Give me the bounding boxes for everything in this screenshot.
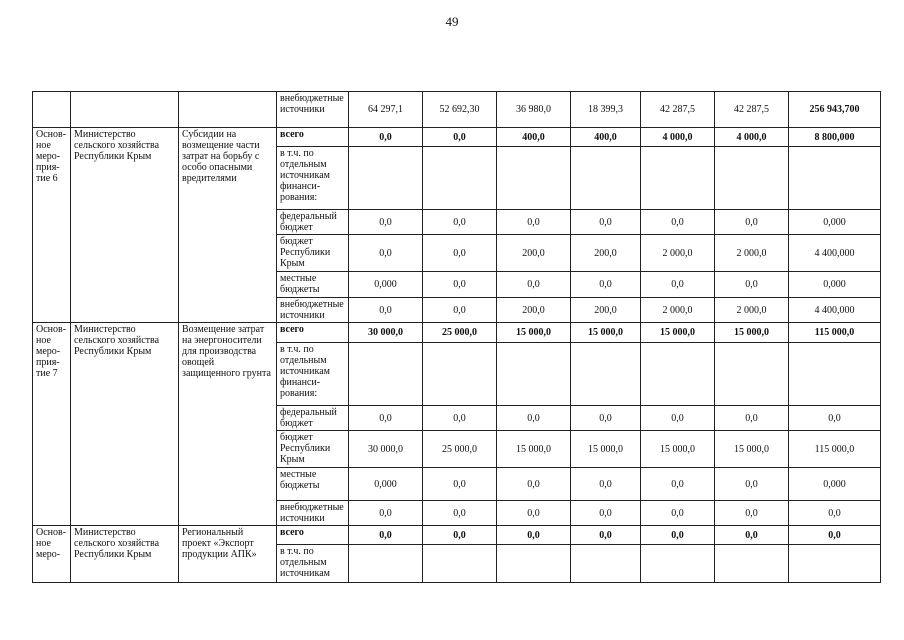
value-cell: 18 399,3 <box>571 92 641 128</box>
value-cell: 0,0 <box>423 210 497 235</box>
value-cell <box>641 343 715 406</box>
total-cell: 8 800,000 <box>789 128 881 147</box>
value-cell: 0,0 <box>349 406 423 431</box>
value-cell: 4 000,0 <box>641 128 715 147</box>
funding-source-cell: внебюджетные источники <box>277 92 349 128</box>
value-cell: 0,0 <box>497 210 571 235</box>
total-cell: 0,000 <box>789 210 881 235</box>
value-cell: 0,0 <box>641 272 715 298</box>
measure-cell: Основ-ное меро- <box>33 526 71 583</box>
total-cell: 0,0 <box>789 501 881 526</box>
value-cell: 400,0 <box>571 128 641 147</box>
measure-cell: Основ-ное меро-прия-тие 6 <box>33 128 71 323</box>
value-cell: 0,0 <box>423 501 497 526</box>
value-cell: 0,0 <box>641 210 715 235</box>
value-cell: 200,0 <box>571 235 641 272</box>
value-cell: 15 000,0 <box>571 323 641 343</box>
value-cell: 200,0 <box>497 235 571 272</box>
funding-source-cell: внебюджетные источники <box>277 298 349 323</box>
value-cell: 0,0 <box>641 406 715 431</box>
value-cell <box>571 545 641 583</box>
value-cell: 0,0 <box>497 406 571 431</box>
value-cell: 15 000,0 <box>571 431 641 468</box>
value-cell: 15 000,0 <box>641 431 715 468</box>
value-cell: 0,0 <box>571 210 641 235</box>
value-cell: 25 000,0 <box>423 323 497 343</box>
value-cell: 0,0 <box>715 501 789 526</box>
value-cell: 0,0 <box>571 526 641 545</box>
value-cell: 15 000,0 <box>641 323 715 343</box>
funding-source-cell: федеральный бюджет <box>277 210 349 235</box>
funding-source-cell: всего <box>277 128 349 147</box>
total-cell: 0,0 <box>789 526 881 545</box>
funding-source-cell: в т.ч. по отдельным источникам финанси-рования: <box>277 147 349 210</box>
value-cell: 0,0 <box>349 235 423 272</box>
funding-source-cell: местные бюджеты <box>277 272 349 298</box>
value-cell: 2 000,0 <box>715 298 789 323</box>
total-cell: 115 000,0 <box>789 431 881 468</box>
value-cell: 0,0 <box>497 526 571 545</box>
value-cell: 0,000 <box>349 468 423 501</box>
value-cell: 42 287,5 <box>641 92 715 128</box>
value-cell: 0,0 <box>497 272 571 298</box>
total-cell: 4 400,000 <box>789 235 881 272</box>
value-cell <box>423 545 497 583</box>
value-cell: 0,0 <box>715 210 789 235</box>
funding-source-cell: федеральный бюджет <box>277 406 349 431</box>
value-cell <box>715 343 789 406</box>
executor-cell: Министерство сельского хозяйства Республики Крым <box>71 323 179 526</box>
value-cell: 0,0 <box>571 468 641 501</box>
value-cell: 0,0 <box>423 468 497 501</box>
total-cell: 0,000 <box>789 468 881 501</box>
value-cell: 0,0 <box>641 468 715 501</box>
value-cell: 0,0 <box>349 128 423 147</box>
value-cell: 0,0 <box>349 298 423 323</box>
value-cell: 15 000,0 <box>497 323 571 343</box>
measure-cell <box>33 92 71 128</box>
total-cell: 4 400,000 <box>789 298 881 323</box>
value-cell: 15 000,0 <box>497 431 571 468</box>
value-cell: 0,0 <box>715 272 789 298</box>
description-cell <box>179 92 277 128</box>
funding-source-cell: бюджет Республики Крым <box>277 235 349 272</box>
value-cell: 0,0 <box>349 210 423 235</box>
value-cell <box>641 545 715 583</box>
value-cell: 15 000,0 <box>715 323 789 343</box>
value-cell: 52 692,30 <box>423 92 497 128</box>
total-cell: 115 000,0 <box>789 323 881 343</box>
total-cell: 0,0 <box>789 406 881 431</box>
total-cell: 256 943,700 <box>789 92 881 128</box>
funding-source-cell: всего <box>277 526 349 545</box>
value-cell <box>349 545 423 583</box>
executor-cell: Министерство сельского хозяйства Республики Крым <box>71 128 179 323</box>
value-cell <box>497 147 571 210</box>
total-cell <box>789 545 881 583</box>
value-cell <box>349 343 423 406</box>
value-cell: 0,0 <box>641 501 715 526</box>
value-cell: 0,0 <box>423 526 497 545</box>
value-cell: 0,0 <box>349 526 423 545</box>
total-cell <box>789 147 881 210</box>
table-row <box>33 323 881 343</box>
value-cell <box>715 545 789 583</box>
table-row <box>33 128 881 147</box>
value-cell <box>497 343 571 406</box>
value-cell <box>715 147 789 210</box>
value-cell: 0,0 <box>349 501 423 526</box>
value-cell: 4 000,0 <box>715 128 789 147</box>
table-row <box>33 92 881 128</box>
value-cell: 2 000,0 <box>641 235 715 272</box>
value-cell: 0,0 <box>715 468 789 501</box>
value-cell: 42 287,5 <box>715 92 789 128</box>
value-cell: 400,0 <box>497 128 571 147</box>
value-cell: 200,0 <box>571 298 641 323</box>
value-cell: 200,0 <box>497 298 571 323</box>
funding-source-cell: в т.ч. по отдельным источникам финанси-рования: <box>277 343 349 406</box>
value-cell <box>423 343 497 406</box>
value-cell <box>641 147 715 210</box>
value-cell: 0,0 <box>423 128 497 147</box>
value-cell: 0,0 <box>423 406 497 431</box>
value-cell: 30 000,0 <box>349 431 423 468</box>
value-cell: 0,000 <box>349 272 423 298</box>
value-cell: 0,0 <box>423 298 497 323</box>
value-cell: 0,0 <box>641 526 715 545</box>
value-cell: 0,0 <box>423 272 497 298</box>
value-cell: 0,0 <box>715 526 789 545</box>
value-cell: 0,0 <box>497 501 571 526</box>
value-cell: 2 000,0 <box>641 298 715 323</box>
funding-source-cell: всего <box>277 323 349 343</box>
description-cell: Региональный проект «Экспорт продукции АПК» <box>179 526 277 583</box>
value-cell: 25 000,0 <box>423 431 497 468</box>
page-number: 49 <box>445 14 459 29</box>
total-cell: 0,000 <box>789 272 881 298</box>
description-cell: Возмещение затрат на энергоносители для производства овощей защищенного грунта <box>179 323 277 526</box>
value-cell <box>497 545 571 583</box>
table-row <box>33 526 881 545</box>
value-cell <box>349 147 423 210</box>
funding-source-cell: местные бюджеты <box>277 468 349 501</box>
value-cell <box>571 147 641 210</box>
value-cell: 36 980,0 <box>497 92 571 128</box>
value-cell <box>571 343 641 406</box>
funding-source-cell: в т.ч. по отдельным источникам <box>277 545 349 583</box>
value-cell: 0,0 <box>423 235 497 272</box>
executor-cell <box>71 92 179 128</box>
financing-table <box>32 91 881 583</box>
total-cell <box>789 343 881 406</box>
value-cell: 2 000,0 <box>715 235 789 272</box>
value-cell: 0,0 <box>715 406 789 431</box>
funding-source-cell: внебюджетные источники <box>277 501 349 526</box>
value-cell: 64 297,1 <box>349 92 423 128</box>
value-cell: 15 000,0 <box>715 431 789 468</box>
measure-cell: Основ-ное меро-прия-тие 7 <box>33 323 71 526</box>
value-cell: 0,0 <box>497 468 571 501</box>
funding-source-cell: бюджет Республики Крым <box>277 431 349 468</box>
value-cell: 30 000,0 <box>349 323 423 343</box>
value-cell: 0,0 <box>571 406 641 431</box>
value-cell: 0,0 <box>571 501 641 526</box>
value-cell: 0,0 <box>571 272 641 298</box>
description-cell: Субсидии на возмещение части затрат на борьбу с особо опасными вредителями <box>179 128 277 323</box>
value-cell <box>423 147 497 210</box>
executor-cell: Министерство сельского хозяйства Республики Крым <box>71 526 179 583</box>
